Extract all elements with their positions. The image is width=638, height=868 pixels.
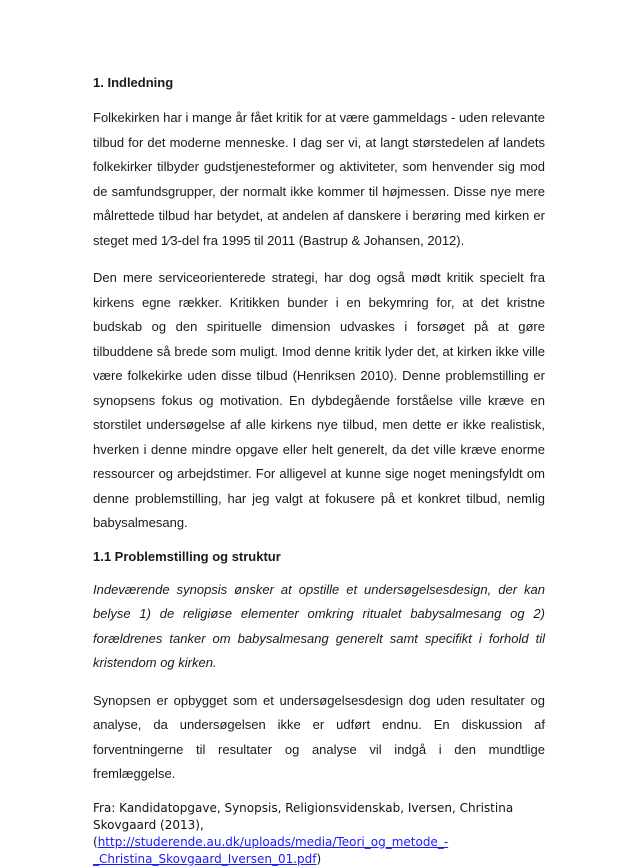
section-heading-indledning: 1. Indledning [93, 75, 174, 90]
paragraph-italic: Indeværende synopsis ønsker at opstille et undersøgelsesdesign, der kan belyse 1) de religiøse elementer omkring ritualet babysalmesang og 2) forældrenes tanker om babysalmesang generelt samt specifikt i forhold til kristendom og kirken. [93, 581, 545, 670]
source-link[interactable]: http://studerende.au.dk/uploads/media/Teori_og_metode_-_Christina_Skovgaard_Iversen_01.pdf [93, 834, 449, 866]
close-paren: ) [316, 851, 322, 866]
paragraph: Synopsen er opbygget som et undersøgelsesdesign dog uden resultater og analyse, da undersøgelsen ikke er udført endnu. En diskussion af forventningerne til resultater og analyse vil indgå i den mundtlige fremlæggelse. [93, 692, 545, 781]
section-heading-problemstilling: 1.1 Problemstilling og struktur [93, 548, 281, 564]
open-paren: ( [93, 834, 98, 849]
paragraph: Folkekirken har i mange år fået kritik for at være gammeldags - uden relevante tilbud for det moderne menneske. I dag ser vi, at langt størstedelen af landets folkekirker tilbyder gudstjenesteformer og aktiviteter, som henvender sig mod de samfundsgrupper, der normalt ikke kommer til højmessen. Disse nye mere målrettede tilbud har betydet, at andelen af danskere i berøring med kirken er steget med 1⁄3-del fra 1995 til 2011 (Bastrup & Johansen, 2012). [93, 110, 545, 248]
paragraph: Den mere serviceorienterede strategi, har dog også mødt kritik specielt fra kirkens egne rækker. Kritikken bunder i en bekymring for, at det kristne budskab og den spirituelle dimension udvaskes i forsøget på at gøre tilbuddene så brede som muligt. Imod denne kritik lyder det, at kirken ikke ville være folkekirke uden disse tilbud (Henriksen 2010). Denne problemstilling er synopsens fokus og motivation. En dybdegående forståelse ville kræve en storstilet undersøgelse af alle kirkens nye tilbud, men dette er ikke realistisk, hverken i denne mindre opgave eller helt generelt, da det ville kræve enorme ressourcer og arbejdstimer. For alligevel at kunne sige noget meningsfyldt om denne problemstilling, har jeg valgt at fokusere på et konkret tilbud, nemlig babysalmesang. [93, 270, 545, 530]
source-text: Fra: Kandidatopgave, Synopsis, Religionsvidenskab, Iversen, Christina Skovgaard (2013), [93, 800, 514, 832]
document-page [93, 68, 545, 868]
source-citation [93, 800, 533, 868]
